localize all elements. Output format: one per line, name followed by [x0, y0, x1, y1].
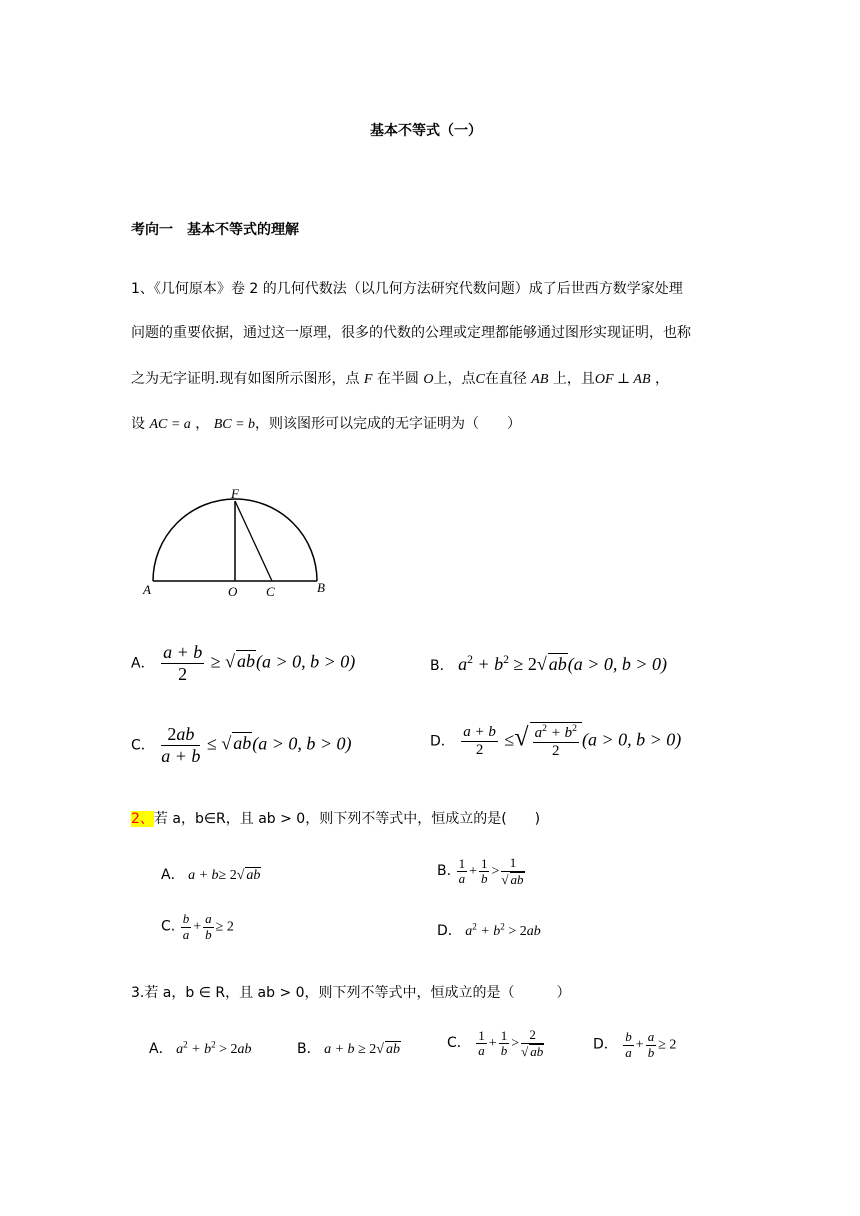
q1-option-d[interactable]: D． $\frac{a + b}{2}$ ≤√ $\frac{a^2 + b^2}{2}$ (a > 0, b > 0)	[430, 722, 682, 760]
q2-separator: 、	[139, 811, 154, 827]
q3-option-c[interactable]: C． $\frac{1}{a}$ + $\frac{1}{b}$ > $\frac{2}{√ ab}$	[447, 1027, 544, 1059]
q2-option-c[interactable]: C. $\frac{b}{a}$ + $\frac{a}{b}$ ≥ 2	[161, 911, 234, 942]
q1-option-c-label: C．	[131, 737, 155, 754]
q3-option-b-label: B．	[297, 1041, 321, 1057]
q1-text-3f: ，	[655, 371, 669, 387]
label-o: O	[228, 584, 238, 599]
section-heading: 考向一 基本不等式的理解	[131, 222, 299, 238]
point-o: O	[423, 372, 434, 387]
q1-text-3d: 在直径	[484, 371, 527, 387]
q2-option-d[interactable]: D． $a^2 + b^2 > 2ab$	[437, 921, 541, 939]
q1-option-b[interactable]: B． $a^2 + b^2 \ge 2√$ ab(a > 0, b > 0)	[430, 653, 668, 674]
q1-option-c-cond: (a > 0, b > 0)	[252, 733, 352, 754]
frac-a-plus-b-over-2-d: $\frac{a + b}{2}$	[463, 723, 496, 758]
q2-option-a-label: A．	[161, 867, 185, 883]
q1-line-2: 问题的重要依据，通过这一原理，很多的代数的公理或定理都能够通过图形实现证明，也称	[131, 325, 691, 341]
point-c: C	[475, 372, 485, 387]
q2-stem	[131, 808, 540, 828]
q1-line-4	[131, 413, 521, 433]
q1-text-1: 《几何原本》卷 2 的几何代数法（以几何方法研究代数问题）成了后世西方数学家处理	[153, 281, 683, 297]
q1-line-3	[131, 368, 669, 388]
q2-option-c-label: C.	[161, 918, 176, 935]
eq-ac: AC = a	[149, 417, 191, 432]
q1-text-3c: 上，点	[433, 371, 476, 387]
q1-option-a-label: A．	[131, 655, 155, 672]
q2-option-b-label: B.	[437, 863, 452, 880]
q1-number: 1、	[131, 281, 154, 297]
segment-ab: AB	[531, 372, 549, 387]
q2-option-a[interactable]: A． a + b≥ 2√ ab	[161, 867, 261, 883]
q1-text-3a: 之为无字证明.现有如图所示图形，点	[131, 371, 360, 387]
q2-stem-text: 若 a，b∈R，且 ab > 0，则下列不等式中，恒成立的是( )	[153, 811, 541, 827]
q1-text-4c: ，则该图形可以完成的无字证明为（ ）	[255, 416, 522, 432]
q3-stem: 3.若 a，b ∈ R，且 ab > 0，则下列不等式中，恒成立的是（ ）	[131, 985, 571, 1001]
q1-text-4a: 设	[131, 416, 145, 432]
q1-text-3b: 在半圆	[376, 371, 419, 387]
q2-number-highlight	[131, 811, 154, 827]
q2-option-b[interactable]: B. $\frac{1}{a}$ + $\frac{1}{b}$ > $\frac{1}{√ ab}$	[437, 855, 524, 887]
perp-relation: OF ⊥ AB	[594, 372, 651, 387]
q3-option-a[interactable]: A． $a^2 + b^2 > 2ab$	[149, 1039, 252, 1057]
q3-option-a-label: A．	[149, 1041, 173, 1057]
frac-a-plus-b-over-2: $\frac{a + b}{2}$	[163, 642, 203, 684]
point-f: F	[363, 372, 373, 387]
q1-option-a[interactable]: A． $\frac{a + b}{2}$ ≥ √ ab(a > 0, b > 0)	[131, 642, 356, 684]
eq-bc: BC = b	[213, 417, 256, 432]
segment-fc	[235, 501, 272, 581]
frac-2ab-over-a-plus-b: $\frac{2ab}{a + b}$	[161, 724, 201, 766]
semicircle-figure	[135, 480, 345, 605]
label-f: F	[231, 486, 239, 501]
q1-text-3e: 上，且	[552, 371, 595, 387]
page-title: 基本不等式（一）	[370, 123, 482, 139]
q3-option-d-label: D．	[593, 1036, 618, 1053]
q1-option-d-cond: (a > 0, b > 0)	[581, 729, 682, 750]
q1-option-d-label: D．	[430, 733, 455, 750]
label-a: A	[143, 582, 151, 597]
q2-number: 2	[131, 811, 140, 827]
q1-option-b-cond: (a > 0, b > 0)	[567, 654, 668, 674]
q2-option-d-label: D．	[437, 923, 462, 939]
label-b: B	[317, 580, 325, 595]
q3-option-b[interactable]: B． a + b ≥ 2√ ab	[297, 1041, 400, 1057]
q1-option-a-cond: (a > 0, b > 0)	[256, 651, 356, 672]
q3-option-d[interactable]: D． $\frac{b}{a}$ + $\frac{a}{b}$ ≥ 2	[593, 1029, 677, 1060]
q1-option-b-label: B．	[430, 658, 454, 674]
label-c: C	[266, 584, 275, 599]
q3-option-c-label: C．	[447, 1035, 471, 1052]
q1-line-1	[131, 278, 683, 298]
q1-text-4b: ，	[195, 416, 210, 432]
q1-option-c[interactable]: C． $\frac{2ab}{a + b}$ ≤ √ ab(a > 0, b > 0)	[131, 724, 352, 766]
